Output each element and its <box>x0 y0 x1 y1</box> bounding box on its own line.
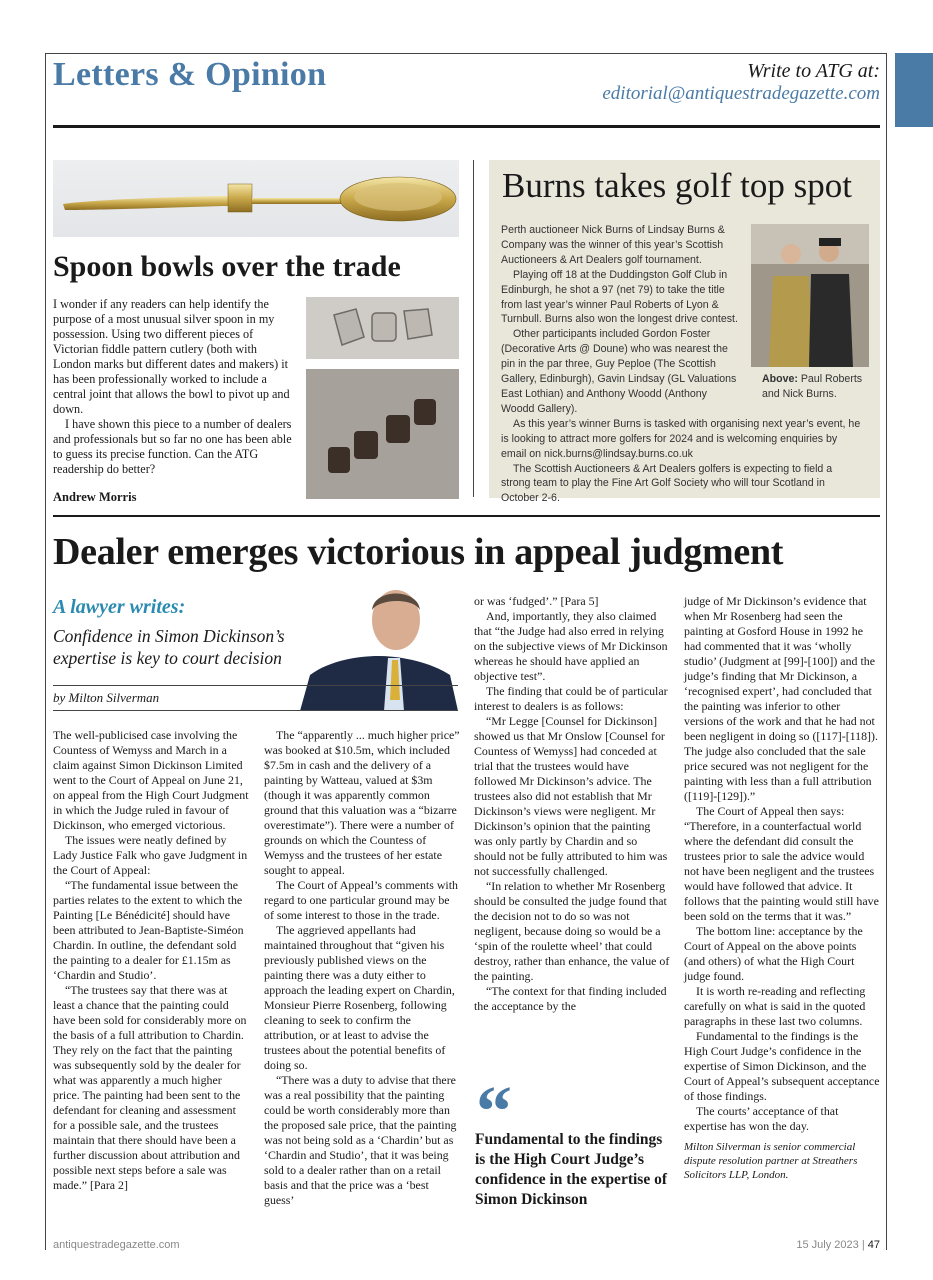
author-signoff: Milton Silverman is senior commercial dispute resolution partner at Streathers Solicitors LLP, London. <box>684 1141 858 1181</box>
golf-paragraph: The Scottish Auctioneers & Art Dealers golfers is expecting to field a strong team to play the Fine Art Golf Society who will tour Scotland in October 2-6. <box>501 462 833 505</box>
caption-label: Above: <box>762 373 798 385</box>
article-paragraph: The “apparently ... much higher price” was booked at $10.5m, which included $7.5m in cash and the delivery of a painting by Watteau, valued at $3m (though it was apparently common ground that this valuation was a “bizarre overestimate”). There were a number of grounds on which the Countess of Wemyss and the trustees of her estate sought to appeal. <box>264 728 460 877</box>
article-column-3 <box>474 594 670 1014</box>
section-tab <box>895 53 933 127</box>
byline-rule-bottom <box>53 710 458 711</box>
article-paragraph: “The trustees say that there was at least a chance that the painting could have been sold for considerably more on the basis of a full attribution to Chardin. They rely on the fact that the painting was subsequently sold by the dealer for what was apparently a much higher price. The painting had been sent to the defendant for cleaning and assessment for a possible sale, and the trustees maintain that there should have been a further discussion about attribution and possible next steps before a sale was made.” [Para 2] <box>53 983 247 1192</box>
golf-caption <box>762 372 874 402</box>
section-title: Letters & Opinion <box>53 56 327 93</box>
article-paragraph: And, importantly, they also claimed that “the Judge had also erred in relying on the subjective views of Mr Dickinson whereas he should have applied an objective test”. <box>474 609 668 683</box>
article-paragraph: The Court of Appeal’s comments with regard to one particular ground may be of some interest to those in the trade. <box>264 878 458 922</box>
article-paragraph: The bottom line: acceptance by the Court of Appeal on the above points (and others) of what the High Court judge found. <box>684 924 863 983</box>
article-headline: Dealer emerges victorious in appeal judgment <box>53 531 784 573</box>
article-paragraph: It is worth re-reading and reflecting carefully on what is said in the quoted paragraphs in these last two columns. <box>684 984 866 1028</box>
footer-date-page <box>796 1239 880 1251</box>
spoon-headline: Spoon bowls over the trade <box>53 250 401 283</box>
article-paragraph: The issues were neatly defined by Lady Justice Falk who gave Judgment in the Court of Appeal: <box>53 833 248 877</box>
golf-paragraph: Playing off 18 at the Duddingston Golf Club in Edinburgh, he shot a 97 (net 79) to take the title from last year’s winner Paul Roberts of Lyon & Turnbull. Burns also won the longest drive contest. <box>501 268 738 326</box>
article-paragraph: The well-publicised case involving the Countess of Wemyss and March in a claim against Simon Dickinson Limited went to the Court of Appeal on June 21, on appeal from the High Court Judgment in which the Judge ruled in favour of Dickinson, who emerged victorious. <box>53 728 249 832</box>
golf-paragraph: Perth auctioneer Nick Burns of Lindsay Burns & Company was the winner of this year’s Scottish Auctioneers & Art Dealers golf tournament. <box>501 224 725 266</box>
golf-headline: Burns takes golf top spot <box>502 166 852 205</box>
spoon-paragraph: I wonder if any readers can help identify the purpose of a most unusual silver spoon in my possession. Using two different pieces of Victorian fiddle pattern cutlery (both with London marks but different dates and makers) it has been professionally worked to include a central joint that allows the bowl to pivot up and down. <box>53 297 290 416</box>
footer-separator: | <box>861 1239 865 1251</box>
author-portrait <box>300 580 458 711</box>
column-divider <box>473 160 474 497</box>
article-paragraph: “There was a duty to advise that there was a real possibility that the painting could be worth considerably more than the proposed sale price, that the painting was not being sold as a ‘Chardin’ but as ‘Chardin and Studio’, that it was being sold to a dealer rather than on a retail basis and that the price was a ‘best guess’ <box>264 1073 457 1207</box>
article-paragraph: “The fundamental issue between the parties relates to the extent to which the Painting [Le Bénédicité] should have been attributed to Jean-Baptiste-Siméon Chardin. In outline, the defendant sold the painting to a dealer for £1.15m as ‘Chardin and Studio’. <box>53 878 244 982</box>
pull-quote: Fundamental to the findings is the High Court Judge’s confidence in the expertise of Simon Dickinson <box>475 1131 667 1208</box>
spoon-letter-body <box>53 297 297 477</box>
article-paragraph: The aggrieved appellants had maintained throughout that “given his previously published views on the painting there was a duty either to approach the leading expert on Chardin, Monsieur Pierre Rosenberg, following cleaning to seek to confirm the attribution, or at least to advise the trustees about the potential benefits of doing so. <box>264 923 455 1072</box>
golf-paragraph: As this year’s winner Burns is tasked with organising next year’s event, he is looking to attract more golfers for 2024 and is welcoming enquiries by email on nick.burns@lindsay.burns.co.uk <box>501 417 861 460</box>
spoon-photo <box>53 160 459 237</box>
byline-rule <box>53 685 458 686</box>
hallmark-photo-2 <box>306 369 459 499</box>
article-column-2 <box>264 728 460 1208</box>
footer-date: 15 July 2023 <box>796 1239 859 1251</box>
article-column-4 <box>684 594 880 1182</box>
article-paragraph: judge of Mr Dickinson’s evidence that when Mr Rosenberg had seen the painting at Gosford House in 1992 he had commented that it was ‘wholly studio’ (Judgment at [99]-[100]) and the judge’s finding that Mr Dickinson, a ‘recognised expert’, had concluded that the painting was inferior to other versions of the work and that he had not been negligent in doing so ([117]-[118]). The judge also concluded that the sale price secured was not negligent for the painting with less than a full attribution ([119]-[129]).” <box>684 594 878 803</box>
article-deck: Confidence in Simon Dickinson’s expertise is key to court decision <box>53 626 285 668</box>
write-to-block <box>602 60 880 105</box>
section-rule <box>53 515 880 517</box>
article-paragraph: The courts’ acceptance of that expertise has won the day. <box>684 1104 839 1133</box>
article-paragraph: The Court of Appeal then says: “Therefore, in a counterfactual world where the defendant did consult the trustees prior to sale the advice would not have been negligent and the trustees would have followed that advice. It follows that the painting would still have been sold on the terms that it was.” <box>684 804 879 923</box>
email-link[interactable]: editorial@antiquestradegazette.com <box>602 83 880 104</box>
golf-photo <box>751 224 869 367</box>
write-label: Write to ATG at: <box>747 60 880 82</box>
byline: by Milton Silverman <box>53 690 160 705</box>
letter-author: Andrew Morris <box>53 490 137 504</box>
header-rule <box>53 125 880 128</box>
article-paragraph: “Mr Legge [Counsel for Dickinson] showed us that Mr Onslow [Counsel for Countess of Wemyss] had conceded at trial that the trustees would have followed Mr Dickinson’s advice. The trustees also did not establish that Mr Dickinson’s views were negligent. Mr Dickinson’s opinion that the painting was only partly by Chardin and so should not be fully attributed to him was not successfully challenged. <box>474 714 668 878</box>
article-paragraph: Fundamental to the findings is the High Court Judge’s confidence in the expertise of Simon Dickinson, and the Court of Appeal’s subsequent acceptance of those findings. <box>684 1029 880 1103</box>
article-column-1 <box>53 728 249 1193</box>
article-paragraph: or was ‘fudged’.” [Para 5] <box>474 594 599 608</box>
spoon-paragraph: I have shown this piece to a number of dealers and professionals but so far no one has been able to guess its precise function. Can the ATG readership do better? <box>53 417 292 476</box>
quote-mark-icon: “ <box>476 1071 512 1151</box>
article-paragraph: The finding that could be of particular interest to dealers is as follows: <box>474 684 668 713</box>
article-kicker: A lawyer writes: <box>53 596 186 618</box>
golf-paragraph: Other participants included Gordon Foster (Decorative Arts @ Doune) who was nearest the pin in the par three, Guy Peploe (The Scottish Gallery, Edinburgh), Gavin Lindsay (GL Valuations East Lothian) and Anthony Woodd (Anthony Woodd Gallery). <box>501 328 737 415</box>
article-paragraph: “In relation to whether Mr Rosenberg should be consulted the judge found that the decision not to do so was not negligent, because doing so would be a ‘spin of the roulette wheel’ that could destroy, rather than enhance, the value of the painting. <box>474 879 670 983</box>
caption-text: Paul Roberts and Nick Burns. <box>762 373 863 400</box>
hallmark-photo-1 <box>306 297 459 359</box>
footer-site[interactable]: antiquestradegazette.com <box>53 1239 180 1251</box>
article-paragraph: “The context for that finding included the acceptance by the <box>474 984 667 1013</box>
page-number: 47 <box>867 1239 880 1251</box>
